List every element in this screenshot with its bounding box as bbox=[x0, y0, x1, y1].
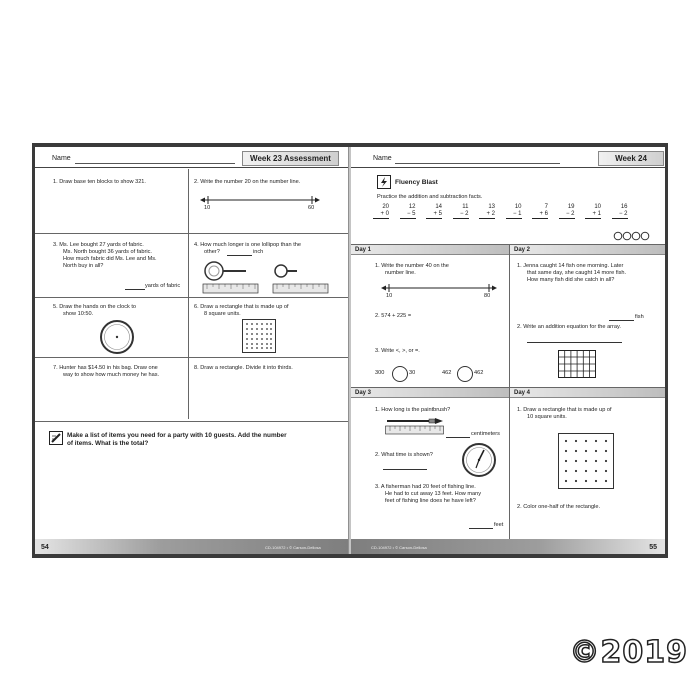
left-header bbox=[35, 147, 349, 168]
fact-bottom: + 6 bbox=[532, 211, 548, 219]
fluency-title: Fluency Blast bbox=[395, 179, 438, 186]
day-2-header: Day 2 bbox=[510, 245, 665, 255]
page-number: 54 bbox=[41, 544, 49, 551]
fact-top: 12 bbox=[408, 204, 416, 210]
fluency-instructions: Practice the addition and subtraction facts. bbox=[377, 194, 483, 200]
name-line bbox=[75, 163, 235, 164]
right-page bbox=[351, 147, 665, 554]
day4-question-2: 2. Color one-half of the rectangle. bbox=[517, 504, 601, 510]
fact-top: 13 bbox=[488, 204, 495, 210]
week-title: Week 24 bbox=[598, 151, 664, 166]
fluency-fact bbox=[479, 204, 495, 219]
question-3-line-2: Ms. North bought 36 yards of fabric. bbox=[63, 249, 152, 255]
footer-credit: CD-104972 • © Carson-Dellosa bbox=[265, 545, 321, 550]
question-6-line-1: 6. Draw a rectangle that is made up of bbox=[194, 304, 289, 310]
question-3-line-3: How much fabric did Ms. Lee and Ms. bbox=[63, 256, 157, 262]
day-3-header: Day 3 bbox=[351, 388, 509, 398]
question-2: 2. Write the number 20 on the number line. bbox=[194, 179, 301, 185]
day1-question-1-line-1: 1. Write the number 40 on the bbox=[375, 263, 449, 269]
fact-bottom: − 2 bbox=[612, 211, 628, 219]
answer-line bbox=[125, 289, 145, 290]
day-4-header: Day 4 bbox=[510, 388, 665, 398]
right-footer bbox=[351, 539, 665, 554]
question-3-line-4: North buy in all? bbox=[63, 263, 104, 269]
day3-question-3-line-3: feet of fishing line does he have left? bbox=[385, 498, 476, 504]
answer-line bbox=[227, 255, 252, 256]
grid-divider bbox=[188, 169, 189, 419]
fact-top: 7 bbox=[544, 204, 548, 210]
number-line-end: 80 bbox=[484, 293, 491, 299]
copyright-watermark: ©2019 bbox=[569, 635, 688, 670]
fluency-fact bbox=[453, 204, 469, 219]
right-header bbox=[351, 147, 665, 168]
day4-question-1-line-1: 1. Draw a rectangle that is made up of bbox=[517, 407, 612, 413]
number-line-end: 60 bbox=[308, 205, 315, 211]
left-footer bbox=[35, 539, 349, 554]
fact-top: 10 bbox=[514, 204, 522, 210]
fact-top: 10 bbox=[594, 204, 601, 210]
answer-line bbox=[527, 342, 622, 343]
fluency-fact bbox=[585, 204, 601, 219]
question-3-unit: yards of fabric bbox=[145, 283, 181, 289]
answer-line bbox=[609, 320, 634, 321]
day3-question-2: 2. What time is shown? bbox=[375, 452, 433, 458]
compare-1-left: 300 bbox=[375, 370, 385, 376]
fact-bottom: + 2 bbox=[479, 211, 495, 219]
day4-question-1-line-2: 10 square units. bbox=[527, 414, 567, 420]
day1-question-1-line-2: number line. bbox=[385, 270, 416, 276]
number-line-start: 10 bbox=[204, 205, 211, 211]
lightning-icon bbox=[377, 175, 391, 189]
day3-question-3-line-2: He had to cut away 13 feet. How many bbox=[385, 491, 482, 497]
writing-prompt-line-2: of items. What is the total? bbox=[67, 440, 149, 447]
question-4-line-1: 4. How much longer is one lollipop than the bbox=[194, 242, 301, 248]
day2-answer-unit: fish bbox=[635, 314, 644, 320]
answer-line bbox=[446, 437, 470, 438]
fact-bottom: − 2 bbox=[453, 211, 469, 219]
name-label: Name bbox=[52, 155, 71, 162]
fact-bottom: + 1 bbox=[585, 211, 601, 219]
grid-divider bbox=[35, 297, 349, 298]
number-line bbox=[200, 195, 320, 205]
fluency-fact bbox=[373, 204, 389, 219]
fact-bottom: + 5 bbox=[426, 211, 442, 219]
compare-circle-1[interactable] bbox=[392, 366, 408, 382]
tracking-circles bbox=[613, 231, 653, 241]
answer-line bbox=[383, 469, 427, 470]
name-line bbox=[395, 163, 560, 164]
fluency-fact bbox=[612, 204, 628, 219]
name-label: Name bbox=[373, 155, 392, 162]
day1-question-3: 3. Write <, >, or =. bbox=[375, 348, 420, 354]
fact-bottom: + 0 bbox=[373, 211, 389, 219]
day1-question-2: 2. 574 + 225 = bbox=[375, 313, 412, 319]
question-1: 1. Draw base ten blocks to show 321. bbox=[53, 179, 146, 185]
writing-prompt-line-1: Make a list of items you need for a party with 10 guests. Add the number bbox=[67, 432, 287, 439]
fact-bottom: − 2 bbox=[559, 211, 575, 219]
array-grid bbox=[558, 350, 596, 378]
number-line bbox=[381, 283, 497, 293]
clock-icon bbox=[461, 442, 497, 478]
question-6-line-2: 8 square units. bbox=[204, 311, 241, 317]
day3-question-3-line-1: 3. A fisherman had 20 feet of fishing line. bbox=[375, 484, 476, 490]
grid-divider bbox=[35, 421, 349, 422]
day-1-header: Day 1 bbox=[351, 245, 509, 255]
paintbrush-icon bbox=[385, 416, 445, 436]
fact-top: 20 bbox=[382, 204, 389, 210]
day3-question-1: 1. How long is the paintbrush? bbox=[375, 407, 451, 413]
fluency-fact bbox=[532, 204, 548, 219]
question-5-line-1: 5. Draw the hands on the clock to bbox=[53, 304, 137, 310]
grid-divider bbox=[35, 233, 349, 234]
day3-q1-unit: centimeters bbox=[471, 431, 500, 437]
answer-line bbox=[469, 528, 493, 529]
page-number: 55 bbox=[649, 544, 657, 551]
compare-2-right: 462 bbox=[474, 370, 484, 376]
ruler-icon bbox=[203, 284, 258, 293]
question-4-line-2: other? bbox=[204, 249, 220, 255]
question-7-line-1: 7. Hunter has $14.50 in his bag. Draw one bbox=[53, 365, 158, 371]
week-title: Week 23 Assessment bbox=[242, 151, 339, 166]
fluency-fact bbox=[559, 204, 575, 219]
compare-1-right: 30 bbox=[409, 370, 416, 376]
dot-grid bbox=[558, 433, 614, 489]
ruler-icon bbox=[273, 284, 328, 293]
fluency-fact bbox=[426, 204, 442, 219]
lollipop-icon bbox=[201, 260, 331, 296]
question-5-line-2: show 10:50. bbox=[63, 311, 94, 317]
day2-question-1-line-3: How many fish did she catch in all? bbox=[527, 277, 615, 283]
question-3-line-1: 3. Ms. Lee bought 27 yards of fabric. bbox=[53, 242, 144, 248]
question-4-unit: inch bbox=[253, 249, 264, 255]
day2-question-1-line-1: 1. Jenna caught 14 fish one morning. Later bbox=[517, 263, 624, 269]
fact-top: 19 bbox=[567, 204, 575, 210]
fluency-fact bbox=[400, 204, 416, 219]
compare-circle-2[interactable] bbox=[457, 366, 473, 382]
day2-question-2: 2. Write an addition equation for the array. bbox=[517, 324, 621, 330]
pencil-icon bbox=[49, 431, 63, 445]
fact-top: 11 bbox=[462, 204, 469, 210]
fact-top: 16 bbox=[620, 204, 628, 210]
question-8: 8. Draw a rectangle. Divide it into thirds. bbox=[194, 365, 293, 371]
fact-bottom: − 1 bbox=[506, 211, 522, 219]
number-line-start: 10 bbox=[386, 293, 393, 299]
footer-credit: CD-104972 • © Carson-Dellosa bbox=[371, 545, 427, 550]
dot-grid bbox=[242, 319, 276, 353]
compare-2-left: 462 bbox=[442, 370, 452, 376]
left-page bbox=[35, 147, 349, 554]
day3-q3-unit: feet bbox=[494, 522, 504, 528]
fact-top: 14 bbox=[435, 204, 442, 210]
fluency-fact bbox=[506, 204, 522, 219]
clock-icon bbox=[99, 319, 135, 355]
question-7-line-2: way to show how much money he has. bbox=[63, 372, 160, 378]
day2-question-1-line-2: that same day, she caught 14 more fish. bbox=[527, 270, 627, 276]
grid-divider bbox=[35, 357, 349, 358]
fact-bottom: − 5 bbox=[400, 211, 416, 219]
